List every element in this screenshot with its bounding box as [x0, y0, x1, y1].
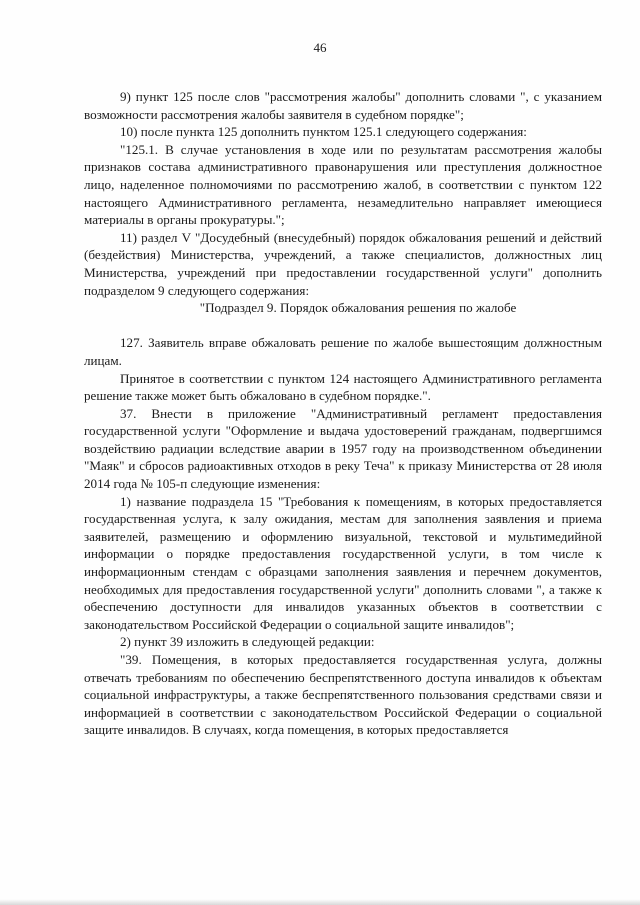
paragraph-item-9: 9) пункт 125 после слов "рассмотрения жалобы" дополнить словами ", с указанием возможности рассмотрения жалобы заявителя в судебном порядке";	[84, 89, 602, 122]
paragraph-clause-127-cont: Принятое в соответствии с пунктом 124 настоящего Административного регламента решение также может быть обжаловано в судебном порядке.".	[84, 370, 602, 404]
subsection-heading: "Подраздел 9. Порядок обжалования решения по жалобе	[199, 300, 517, 316]
paragraph-item-10: 10) после пункта 125 дополнить пунктом 125.1 следующего содержания:	[120, 124, 527, 140]
document-body	[84, 88, 602, 739]
paragraph-clause-127: 127. Заявитель вправе обжаловать решение по жалобе вышестоящим должностным лицам.	[84, 335, 602, 368]
paragraph-subitem-1: 1) название подраздела 15 "Требования к помещениям, в которых предоставляется государственная услуга, к залу ожидания, местам для заполнения заявления и приема заявителей, размещению и оформлению визуальной, текстовой и мультимедийной информации о порядке предоставления государственной услуги, в том числе к информационным стендам с образцами заполнения заявления и перечнем документов, необходимых для предоставления государственной услуги" дополнить словами ", а также к обеспечению доступности для инвалидов указанных объектов в соответствии с законодательством Российской Федерации о социальной защите инвалидов";	[84, 493, 602, 632]
paragraph-item-11: 11) раздел V "Досудебный (внесудебный) порядок обжалования решений и действий (бездействия) Министерства, учреждений, а также специалистов, должностных лиц Министерства, учреждений при предоставлении государственной услуги" дополнить подразделом 9 следующего содержания:	[84, 229, 602, 298]
scan-bottom-edge	[0, 899, 640, 905]
paragraph-item-37: 37. Внести в приложение "Административный регламент предоставления государственной услуги "Оформление и выдача удостоверений гражданам, подвергшимся воздействию радиации вследствие аварии в 1957 году на производственном объединении "Маяк" и сбросов радиоактивных отходов в реку Теча" к приказу Министерства от 28 июля 2014 года № 105-п следующие изменения:	[84, 405, 602, 492]
page-number: 46	[313, 40, 327, 55]
paragraph-clause-125-1: "125.1. В случае установления в ходе или по результатам рассмотрения жалобы признаков состава административного правонарушения или преступления должностное лицо, наделенное полномочиями по рассмотрению жалоб, в соответствии с пунктом 122 настоящего Административного регламента, незамедлительно направляет имеющиеся материалы в органы прокуратуры.";	[84, 141, 602, 228]
paragraph-subitem-2: 2) пункт 39 изложить в следующей редакции:	[120, 634, 375, 650]
paragraph-clause-39: "39. Помещения, в которых предоставляется государственная услуга, должны отвечать требованиям по обеспечению беспрепятственного доступа инвалидов к объектам социальной инфраструктуры, а также беспрепятственного пользования средствами связи и информацией в соответствии с законодательством Российской Федерации о социальной защите инвалидов. В случаях, когда помещения, в которых предоставляется	[84, 652, 602, 738]
